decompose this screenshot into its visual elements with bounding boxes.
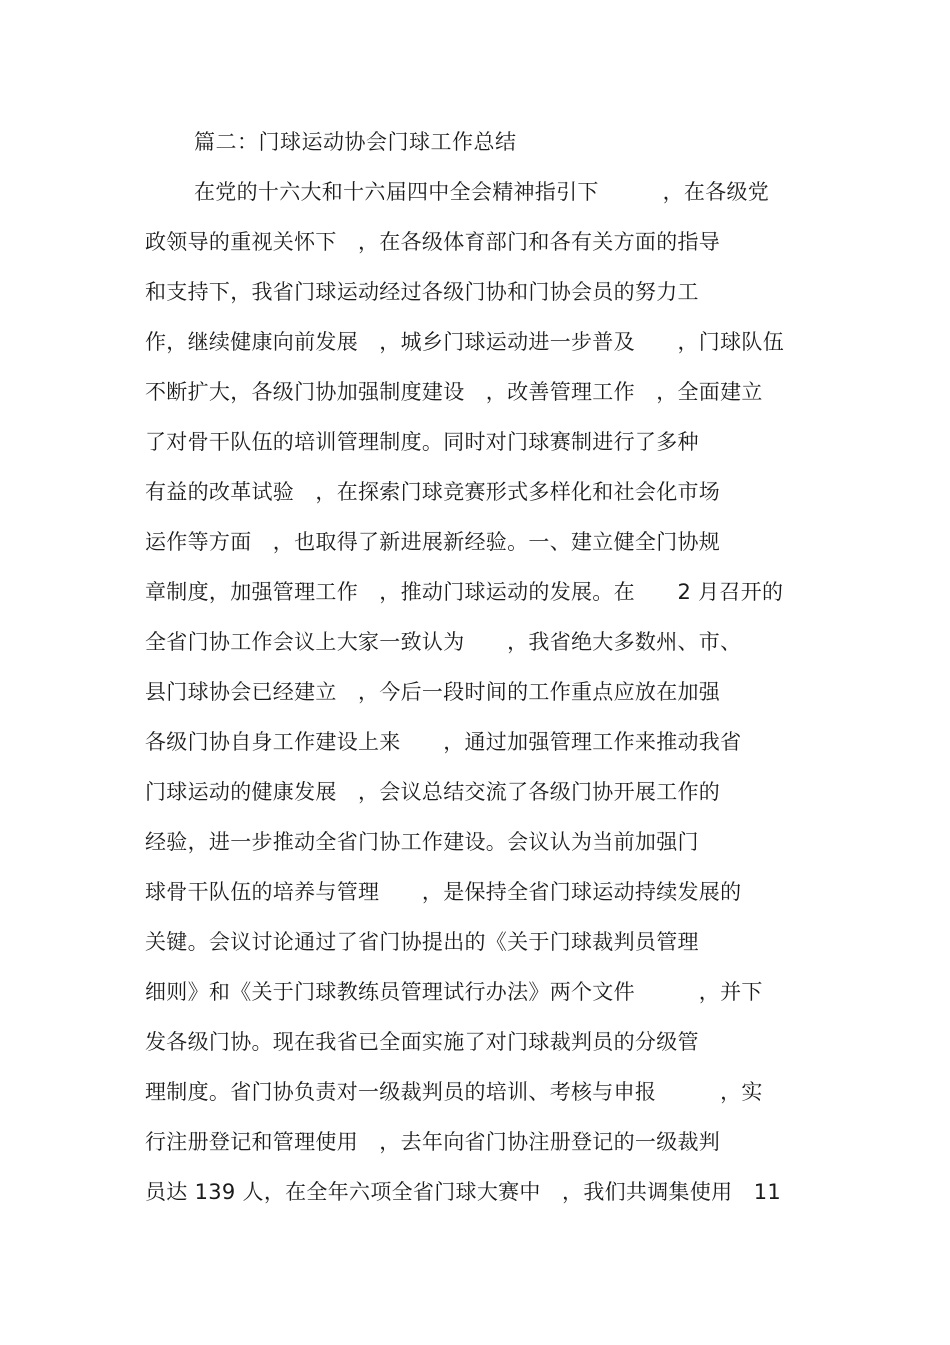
body-line: 员达 139 人，在全年六项全省门球大赛中 ，我们共调集使用 11 [145, 1180, 782, 1204]
body-line: 了对骨干队伍的培训管理制度。同时对门球赛制进行了多种 [145, 430, 699, 454]
body-line: 关键。会议讨论通过了省门协提出的《关于门球裁判员管理 [145, 930, 699, 954]
body-line: 有益的改革试验 ，在探索门球竞赛形式多样化和社会化市场 [145, 480, 721, 504]
body-line: 章制度，加强管理工作 ，推动门球运动的发展。在 2 月召开的 [145, 580, 784, 604]
body-line: 全省门协工作会议上大家一致认为 ，我省绝大多数州、市、 [145, 630, 742, 654]
body-line: 运作等方面 ，也取得了新进展新经验。一、建立健全门协规 [145, 530, 721, 554]
body-line: 政领导的重视关怀下 ，在各级体育部门和各有关方面的指导 [145, 230, 721, 254]
body-line: 县门球协会已经建立 ，今后一段时间的工作重点应放在加强 [145, 680, 721, 704]
body-line: 作，继续健康向前发展 ，城乡门球运动进一步普及 ，门球队伍 [145, 330, 784, 354]
body-line: 在党的十六大和十六届四中全会精神指引下 ，在各级党 [194, 180, 770, 204]
body-line: 发各级门协。现在我省已全面实施了对门球裁判员的分级管 [145, 1030, 699, 1054]
body-line: 经验，进一步推动全省门协工作建设。会议认为当前加强门 [145, 830, 699, 854]
body-line: 球骨干队伍的培养与管理 ，是保持全省门球运动持续发展的 [145, 880, 742, 904]
body-line: 和支持下，我省门球运动经过各级门协和门协会员的努力工 [145, 280, 699, 304]
body-line: 不断扩大，各级门协加强制度建设 ，改善管理工作 ，全面建立 [145, 380, 763, 404]
body-line: 理制度。省门协负责对一级裁判员的培训、考核与申报 ，实 [145, 1080, 763, 1104]
body-line: 门球运动的健康发展 ，会议总结交流了各级门协开展工作的 [145, 780, 721, 804]
document-title: 篇二：门球运动协会门球工作总结 [194, 130, 517, 154]
body-line: 各级门协自身工作建设上来 ，通过加强管理工作来推动我省 [145, 730, 742, 754]
body-line: 行注册登记和管理使用 ，去年向省门协注册登记的一级裁判 [145, 1130, 721, 1154]
body-line: 细则》和《关于门球教练员管理试行办法》两个文件 ，并下 [145, 980, 763, 1004]
